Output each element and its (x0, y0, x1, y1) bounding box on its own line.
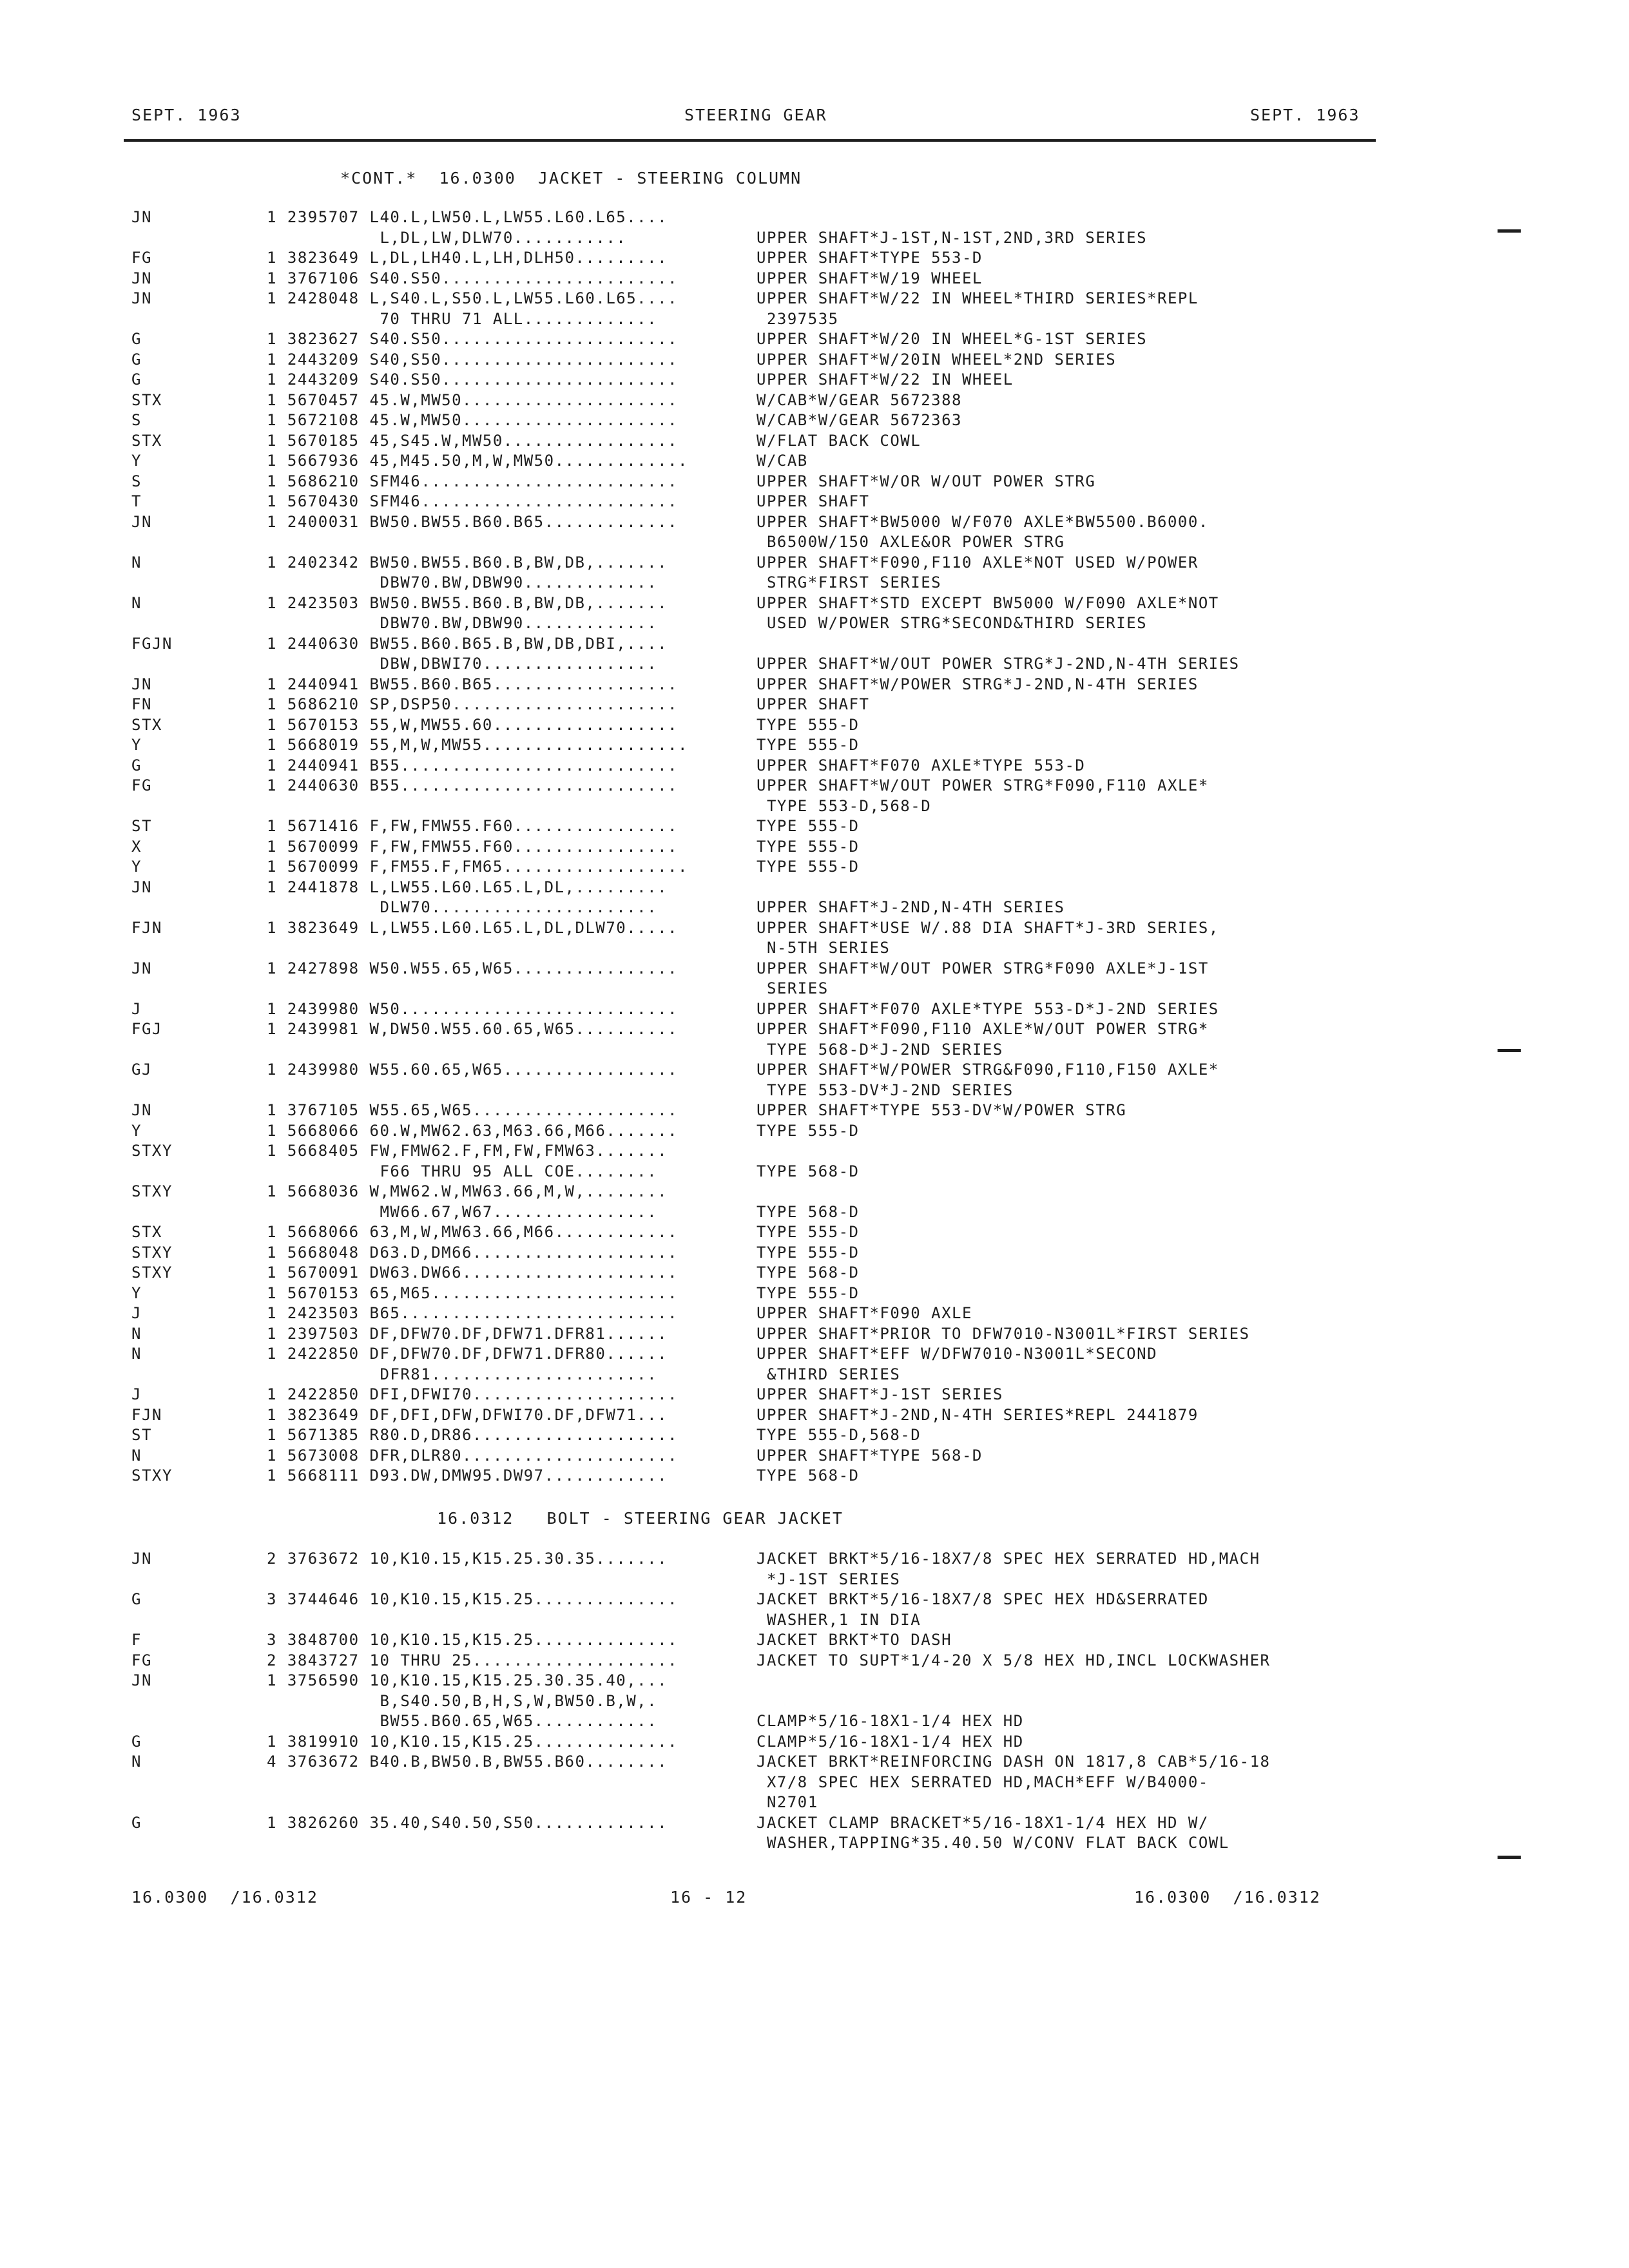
row-model-code: FG (131, 1651, 152, 1669)
row-model-code: G (131, 756, 142, 774)
catalog-row (0, 1651, 1629, 1671)
row-description: W/CAB (757, 452, 808, 470)
row-description: N-5TH SERIES (757, 939, 891, 957)
row-model-code: STXY (131, 1466, 173, 1485)
margin-mark (1498, 229, 1521, 233)
catalog-row (0, 207, 1629, 227)
row-part-entry: 1 2422850 DFI,DFWI70.................... (267, 1385, 678, 1403)
catalog-row (0, 472, 1629, 492)
row-description: JACKET BRKT*TO DASH (757, 1631, 952, 1649)
row-model-code: Y (131, 1121, 142, 1140)
row-model-code: X (131, 837, 142, 856)
row-part-entry: 1 2422850 DF,DFW70.DF,DFW71.DFR80...... (267, 1345, 668, 1363)
row-part-entry: BW55.B60.65,W65............ (267, 1712, 658, 1730)
catalog-row (0, 979, 1629, 999)
catalog-row (0, 857, 1629, 877)
row-model-code: JN (131, 959, 152, 977)
row-part-entry: 1 2443209 S40,S50....................... (267, 350, 678, 369)
catalog-row (0, 431, 1629, 451)
catalog-row (0, 715, 1629, 735)
row-description: *J-1ST SERIES (757, 1570, 901, 1588)
catalog-row (0, 1752, 1629, 1772)
row-part-entry: DBW,DBWI70................. (267, 655, 658, 673)
row-model-code: J (131, 999, 142, 1018)
row-description: UPPER SHAFT*TYPE 553-DV*W/POWER STRG (757, 1101, 1127, 1119)
row-description: UPPER SHAFT*EFF W/DFW7010-N3001L*SECOND (757, 1345, 1158, 1363)
catalog-row (0, 1141, 1629, 1161)
catalog-row (0, 410, 1629, 430)
catalog-row (0, 1385, 1629, 1405)
row-description: UPPER SHAFT*W/22 IN WHEEL (757, 370, 1014, 389)
row-part-entry: 1 2428048 L,S40.L,S50.L,LW55.L60.L65.... (267, 289, 678, 307)
row-description: UPPER SHAFT*F070 AXLE*TYPE 553-D (757, 756, 1086, 774)
row-description: UPPER SHAFT*W/POWER STRG*J-2ND,N-4TH SERIES (757, 675, 1199, 693)
row-description: B6500W/150 AXLE&OR POWER STRG (757, 533, 1065, 551)
row-description: USED W/POWER STRG*SECOND&THIRD SERIES (757, 614, 1148, 632)
header-left-date: SEPT. 1963 (131, 106, 242, 124)
catalog-row (0, 613, 1629, 633)
row-description: UPPER SHAFT*TYPE 553-D (757, 249, 983, 267)
row-description: TYPE 553-DV*J-2ND SERIES (757, 1081, 1014, 1099)
row-part-entry: 70 THRU 71 ALL............. (267, 309, 658, 328)
row-description: CLAMP*5/16-18X1-1/4 HEX HD (757, 1732, 1024, 1751)
section-title-bolt: 16.0312 BOLT - STEERING GEAR JACKET (437, 1509, 843, 1528)
catalog-row (0, 1610, 1629, 1630)
catalog-row (0, 999, 1629, 1019)
row-part-entry: 1 2439981 W,DW50.W55.60.65,W65.......... (267, 1020, 678, 1038)
row-part-entry: 1 5670153 65,M65........................ (267, 1283, 678, 1302)
catalog-row (0, 1570, 1629, 1590)
row-part-entry: 3 3744646 10,K10.15,K15.25.............. (267, 1590, 678, 1608)
row-part-entry: 1 5668111 D93.DW,DMW95.DW97............ (267, 1466, 668, 1485)
row-part-entry: 1 5670430 SFM46......................... (267, 492, 678, 510)
row-description: UPPER SHAFT*TYPE 568-D (757, 1446, 983, 1465)
row-description: WASHER,1 IN DIA (757, 1610, 921, 1629)
row-description: UPPER SHAFT*W/POWER STRG&F090,F110,F150 AXLE* (757, 1061, 1219, 1079)
row-model-code: S (131, 472, 142, 490)
row-model-code: STXY (131, 1264, 173, 1282)
catalog-row (0, 289, 1629, 309)
catalog-row (0, 1466, 1629, 1486)
catalog-row (0, 776, 1629, 796)
row-model-code: JN (131, 675, 152, 693)
catalog-row (0, 1344, 1629, 1364)
row-part-entry: 1 2423503 B65........................... (267, 1304, 678, 1322)
row-model-code: Y (131, 1283, 142, 1302)
row-part-entry: 1 3823649 DF,DFI,DFW,DFWI70.DF,DFW71... (267, 1405, 668, 1424)
row-model-code: FG (131, 776, 152, 794)
row-model-code: N (131, 1324, 142, 1343)
header-right-date: SEPT. 1963 (1250, 106, 1360, 124)
row-model-code: Y (131, 858, 142, 876)
catalog-row (0, 532, 1629, 552)
row-part-entry: 1 5670185 45,S45.W,MW50................. (267, 431, 678, 450)
row-description: UPPER SHAFT*F090,F110 AXLE*NOT USED W/POWER (757, 553, 1199, 572)
row-description: UPPER SHAFT*STD EXCEPT BW5000 W/F090 AXLE*NOT (757, 593, 1219, 612)
row-part-entry: DFR81...................... (267, 1365, 658, 1383)
catalog-row (0, 1590, 1629, 1610)
row-model-code: Y (131, 452, 142, 470)
row-description: UPPER SHAFT*BW5000 W/F070 AXLE*BW5500.B6000. (757, 512, 1209, 531)
row-model-code: G (131, 1590, 142, 1608)
row-description: UPPER SHAFT*J-2ND,N-4TH SERIES (757, 898, 1065, 916)
row-description: UPPER SHAFT*F090 AXLE (757, 1304, 972, 1322)
row-description: TYPE 555-D (757, 715, 860, 734)
row-model-code: S (131, 411, 142, 429)
catalog-row (0, 1222, 1629, 1242)
catalog-row (0, 1081, 1629, 1100)
row-model-code: J (131, 1385, 142, 1403)
row-part-entry: 1 5686210 SP,DSP50...................... (267, 695, 678, 713)
row-part-entry: 1 5668066 60.W,MW62.63,M63.66,M66....... (267, 1121, 678, 1140)
catalog-row (0, 451, 1629, 471)
row-description: TYPE 555-D (757, 837, 860, 856)
row-part-entry: DBW70.BW,DBW90............. (267, 614, 658, 632)
catalog-row (0, 1182, 1629, 1202)
row-part-entry: 1 5686210 SFM46......................... (267, 472, 678, 490)
row-model-code: JN (131, 1550, 152, 1568)
row-part-entry: 2 3763672 10,K10.15,K15.25.30.35....... (267, 1550, 668, 1568)
row-part-entry: DLW70...................... (267, 898, 658, 916)
catalog-row (0, 959, 1629, 979)
catalog-row (0, 1405, 1629, 1425)
catalog-row (0, 1446, 1629, 1466)
catalog-row (0, 248, 1629, 268)
row-part-entry: 1 3826260 35.40,S40.50,S50............. (267, 1813, 668, 1832)
catalog-row (0, 512, 1629, 532)
row-part-entry: 1 3756590 10,K10.15,K15.25.30.35.40,... (267, 1671, 668, 1689)
row-model-code: JN (131, 289, 152, 307)
row-part-entry: 1 2423503 BW50.BW55.B60.B,BW,DB,....... (267, 593, 668, 612)
row-part-entry: 1 2427898 W50.W55.65,W65................ (267, 959, 678, 977)
catalog-row (0, 1040, 1629, 1060)
catalog-row (0, 1303, 1629, 1323)
catalog-row (0, 1263, 1629, 1283)
row-description: N2701 (757, 1793, 818, 1811)
row-part-entry: MW66.67,W67................ (267, 1202, 658, 1221)
row-part-entry: 1 5671385 R80.D,DR86.................... (267, 1426, 678, 1444)
row-model-code: STX (131, 715, 162, 734)
catalog-row (0, 918, 1629, 938)
row-part-entry: 1 2439980 W55.60.65,W65................. (267, 1061, 678, 1079)
catalog-row (0, 1283, 1629, 1303)
section-title-jacket: *CONT.* 16.0300 JACKET - STEERING COLUMN (340, 169, 802, 187)
catalog-row (0, 269, 1629, 289)
catalog-row (0, 938, 1629, 958)
footer-right-ref: 16.0300 /16.0312 (1134, 1888, 1321, 1907)
row-description: UPPER SHAFT*W/OUT POWER STRG*F090,F110 AXLE* (757, 776, 1209, 794)
row-part-entry: 1 2395707 L40.L,LW50.L,LW55.L60.L65.... (267, 208, 668, 226)
catalog-row (0, 837, 1629, 857)
catalog-row (0, 796, 1629, 816)
catalog-row (0, 1630, 1629, 1650)
catalog-row (0, 350, 1629, 370)
row-part-entry: DBW70.BW,DBW90............. (267, 573, 658, 591)
catalog-row (0, 634, 1629, 654)
catalog-row (0, 573, 1629, 593)
catalog-row (0, 1162, 1629, 1182)
row-part-entry: 1 3767105 W55.65,W65.................... (267, 1101, 678, 1119)
row-description: TYPE 568-D (757, 1162, 860, 1180)
row-part-entry: 1 5670099 F,FW,FMW55.F60................ (267, 837, 678, 856)
catalog-row (0, 1365, 1629, 1385)
row-part-entry: 3 3848700 10,K10.15,K15.25.............. (267, 1631, 678, 1649)
row-description: &THIRD SERIES (757, 1365, 901, 1383)
row-model-code: G (131, 350, 142, 369)
catalog-row (0, 695, 1629, 715)
catalog-row (0, 675, 1629, 695)
row-description: JACKET BRKT*REINFORCING DASH ON 1817,8 CAB*5/16-18 (757, 1753, 1271, 1771)
row-model-code: FGJ (131, 1020, 162, 1038)
row-part-entry: 1 3823649 L,DL,LH40.L,LH,DLH50......... (267, 249, 668, 267)
row-part-entry: 1 5670091 DW63.DW66..................... (267, 1264, 678, 1282)
row-description: TYPE 568-D (757, 1466, 860, 1485)
row-description: UPPER SHAFT*J-1ST SERIES (757, 1385, 1003, 1403)
row-part-entry: F66 THRU 95 ALL COE........ (267, 1162, 658, 1180)
row-part-entry: 1 2397503 DF,DFW70.DF,DFW71.DFR81...... (267, 1324, 668, 1343)
row-description: W/CAB*W/GEAR 5672388 (757, 390, 962, 409)
row-description: UPPER SHAFT*F090,F110 AXLE*W/OUT POWER STRG* (757, 1020, 1209, 1038)
row-model-code: FJN (131, 918, 162, 937)
row-part-entry: 1 2400031 BW50.BW55.B60.B65............. (267, 512, 678, 531)
row-description: TYPE 555-D (757, 736, 860, 754)
row-part-entry: 1 3767106 S40.S50....................... (267, 269, 678, 287)
row-part-entry: 1 5670153 55,W,MW55.60.................. (267, 715, 678, 734)
row-part-entry: 1 5668066 63,M,W,MW63.66,M66............ (267, 1223, 678, 1241)
row-model-code: JN (131, 512, 152, 531)
row-description: UPPER SHAFT (757, 695, 870, 713)
row-part-entry: 1 3819910 10,K10.15,K15.25.............. (267, 1732, 678, 1751)
row-part-entry: 1 5667936 45,M45.50,M,W,MW50............. (267, 452, 688, 470)
catalog-row (0, 756, 1629, 776)
row-model-code: G (131, 370, 142, 389)
row-description: TYPE 555-D (757, 1121, 860, 1140)
row-description: TYPE 555-D (757, 817, 860, 835)
catalog-row (0, 593, 1629, 613)
catalog-row (0, 553, 1629, 573)
row-model-code: FGJN (131, 634, 173, 653)
row-model-code: N (131, 593, 142, 612)
row-model-code: JN (131, 1671, 152, 1689)
row-model-code: FG (131, 249, 152, 267)
catalog-row (0, 1425, 1629, 1445)
row-description: TYPE 555-D (757, 1223, 860, 1241)
row-description: SERIES (757, 979, 829, 997)
catalog-row (0, 309, 1629, 329)
row-description: JACKET BRKT*5/16-18X7/8 SPEC HEX HD&SERRATED (757, 1590, 1209, 1608)
row-model-code: J (131, 1304, 142, 1322)
row-part-entry: 1 5673008 DFR,DLR80..................... (267, 1446, 678, 1465)
row-description: UPPER SHAFT*W/19 WHEEL (757, 269, 983, 287)
row-model-code: N (131, 1446, 142, 1465)
catalog-row (0, 1813, 1629, 1833)
row-description: UPPER SHAFT*W/20 IN WHEEL*G-1ST SERIES (757, 330, 1148, 348)
row-part-entry: 1 3823627 S40.S50....................... (267, 330, 678, 348)
row-model-code: STX (131, 1223, 162, 1241)
row-part-entry: 1 2443209 S40.S50....................... (267, 370, 678, 389)
row-model-code: T (131, 492, 142, 510)
catalog-row (0, 1711, 1629, 1731)
row-part-entry: 1 5670457 45.W,MW50..................... (267, 390, 678, 409)
catalog-row (0, 1732, 1629, 1752)
catalog-row (0, 1100, 1629, 1120)
catalog-row (0, 898, 1629, 918)
row-model-code: G (131, 1732, 142, 1751)
row-description: TYPE 555-D (757, 858, 860, 876)
row-description: TYPE 568-D (757, 1264, 860, 1282)
margin-mark (1498, 1049, 1521, 1052)
footer-page-number: 16 - 12 (670, 1888, 747, 1907)
row-description: JACKET BRKT*5/16-18X7/8 SPEC HEX SERRATED HD,MACH (757, 1550, 1260, 1568)
row-description: W/CAB*W/GEAR 5672363 (757, 411, 962, 429)
catalog-row (0, 1019, 1629, 1039)
row-model-code: STX (131, 390, 162, 409)
header-title: STEERING GEAR (684, 106, 827, 124)
row-part-entry: 2 3843727 10 THRU 25.................... (267, 1651, 678, 1669)
row-model-code: GJ (131, 1061, 152, 1079)
row-description: X7/8 SPEC HEX SERRATED HD,MACH*EFF W/B4000- (757, 1773, 1209, 1791)
row-description: UPPER SHAFT*J-1ST,N-1ST,2ND,3RD SERIES (757, 228, 1148, 247)
catalog-row (0, 1833, 1629, 1853)
row-part-entry: 1 5668036 W,MW62.W,MW63.66,M,W,........ (267, 1182, 668, 1200)
catalog-row (0, 228, 1629, 248)
row-part-entry: 1 5668405 FW,FMW62.F,FM,FW,FMW63....... (267, 1142, 668, 1160)
row-description: UPPER SHAFT*W/22 IN WHEEL*THIRD SERIES*REPL (757, 289, 1199, 307)
header-rule (124, 139, 1376, 142)
row-part-entry: 1 2440630 BW55.B60.B65.B,BW,DB,DBI,.... (267, 634, 668, 653)
row-model-code: N (131, 1345, 142, 1363)
catalog-row (0, 878, 1629, 898)
catalog-row (0, 370, 1629, 390)
catalog-row (0, 1671, 1629, 1691)
row-part-entry: 1 5670099 F,FM55.F,FM65.................. (267, 858, 688, 876)
catalog-row (0, 1324, 1629, 1344)
row-model-code: Y (131, 736, 142, 754)
row-part-entry: 1 2402342 BW50.BW55.B60.B,BW,DB,....... (267, 553, 668, 572)
catalog-row (0, 1202, 1629, 1222)
row-description: UPPER SHAFT*W/OUT POWER STRG*F090 AXLE*J-1ST (757, 959, 1209, 977)
row-part-entry: 1 5672108 45.W,MW50..................... (267, 411, 678, 429)
row-part-entry: 1 5671416 F,FW,FMW55.F60................ (267, 817, 678, 835)
catalog-row (0, 1060, 1629, 1080)
row-model-code: G (131, 1813, 142, 1832)
row-part-entry: 1 2440941 B55........................... (267, 756, 678, 774)
row-description: STRG*FIRST SERIES (757, 573, 942, 591)
margin-mark (1498, 1856, 1521, 1859)
footer-left-ref: 16.0300 /16.0312 (131, 1888, 318, 1907)
row-model-code: STXY (131, 1142, 173, 1160)
catalog-row (0, 492, 1629, 512)
row-description: TYPE 568-D (757, 1202, 860, 1221)
row-description: W/FLAT BACK COWL (757, 431, 921, 450)
row-description: TYPE 553-D,568-D (757, 796, 932, 815)
catalog-row (0, 654, 1629, 674)
row-description: 2397535 (757, 309, 839, 328)
row-description: UPPER SHAFT*USE W/.88 DIA SHAFT*J-3RD SERIES, (757, 918, 1219, 937)
row-description: TYPE 568-D*J-2ND SERIES (757, 1040, 1003, 1059)
row-part-entry: 1 2439980 W50........................... (267, 999, 678, 1018)
row-model-code: N (131, 1753, 142, 1771)
row-part-entry: B,S40.50,B,H,S,W,BW50.B,W,. (267, 1691, 658, 1710)
row-model-code: N (131, 553, 142, 572)
row-model-code: JN (131, 1101, 152, 1119)
row-model-code: JN (131, 878, 152, 896)
row-description: JACKET CLAMP BRACKET*5/16-18X1-1/4 HEX HD W/ (757, 1813, 1209, 1832)
row-description: TYPE 555-D (757, 1283, 860, 1302)
row-part-entry: L,DL,LW,DLW70........... (267, 228, 627, 247)
row-description: TYPE 555-D,568-D (757, 1426, 921, 1444)
row-description: WASHER,TAPPING*35.40.50 W/CONV FLAT BACK COWL (757, 1834, 1229, 1852)
row-part-entry: 1 2440941 BW55.B60.B65.................. (267, 675, 678, 693)
catalog-row (0, 1549, 1629, 1569)
row-description: UPPER SHAFT*J-2ND,N-4TH SERIES*REPL 2441879 (757, 1405, 1199, 1424)
row-description: UPPER SHAFT (757, 492, 870, 510)
row-description: UPPER SHAFT*F070 AXLE*TYPE 553-D*J-2ND SERIES (757, 999, 1219, 1018)
row-model-code: JN (131, 269, 152, 287)
row-description: UPPER SHAFT*W/OUT POWER STRG*J-2ND,N-4TH SERIES (757, 655, 1240, 673)
row-model-code: ST (131, 1426, 152, 1444)
row-description: JACKET TO SUPT*1/4-20 X 5/8 HEX HD,INCL LOCKWASHER (757, 1651, 1271, 1669)
row-part-entry: 1 5668019 55,M,W,MW55.................... (267, 736, 688, 754)
catalog-row (0, 329, 1629, 349)
row-part-entry: 1 5668048 D63.D,DM66.................... (267, 1243, 678, 1262)
row-model-code: STXY (131, 1182, 173, 1200)
catalog-row (0, 1121, 1629, 1141)
row-part-entry: 1 2440630 B55........................... (267, 776, 678, 794)
row-part-entry: 1 2441878 L,LW55.L60.L65.L,DL,......... (267, 878, 668, 896)
row-model-code: STX (131, 431, 162, 450)
catalog-row (0, 1691, 1629, 1711)
row-model-code: G (131, 330, 142, 348)
row-description: UPPER SHAFT*W/OR W/OUT POWER STRG (757, 472, 1096, 490)
row-description: UPPER SHAFT*W/20IN WHEEL*2ND SERIES (757, 350, 1117, 369)
row-model-code: FJN (131, 1405, 162, 1424)
catalog-row (0, 1773, 1629, 1792)
row-model-code: STXY (131, 1243, 173, 1262)
row-model-code: FN (131, 695, 152, 713)
row-description: TYPE 555-D (757, 1243, 860, 1262)
row-part-entry: 1 3823649 L,LW55.L60.L65.L,DL,DLW70..... (267, 918, 678, 937)
row-model-code: ST (131, 817, 152, 835)
row-part-entry: 4 3763672 B40.B,BW50.B,BW55.B60........ (267, 1753, 668, 1771)
catalog-row (0, 735, 1629, 755)
row-model-code: JN (131, 208, 152, 226)
row-description: UPPER SHAFT*PRIOR TO DFW7010-N3001L*FIRST SERIES (757, 1324, 1250, 1343)
catalog-row (0, 816, 1629, 836)
row-model-code: F (131, 1631, 142, 1649)
catalog-row (0, 390, 1629, 410)
row-description: CLAMP*5/16-18X1-1/4 HEX HD (757, 1712, 1024, 1730)
catalog-row (0, 1243, 1629, 1263)
catalog-row (0, 1792, 1629, 1812)
